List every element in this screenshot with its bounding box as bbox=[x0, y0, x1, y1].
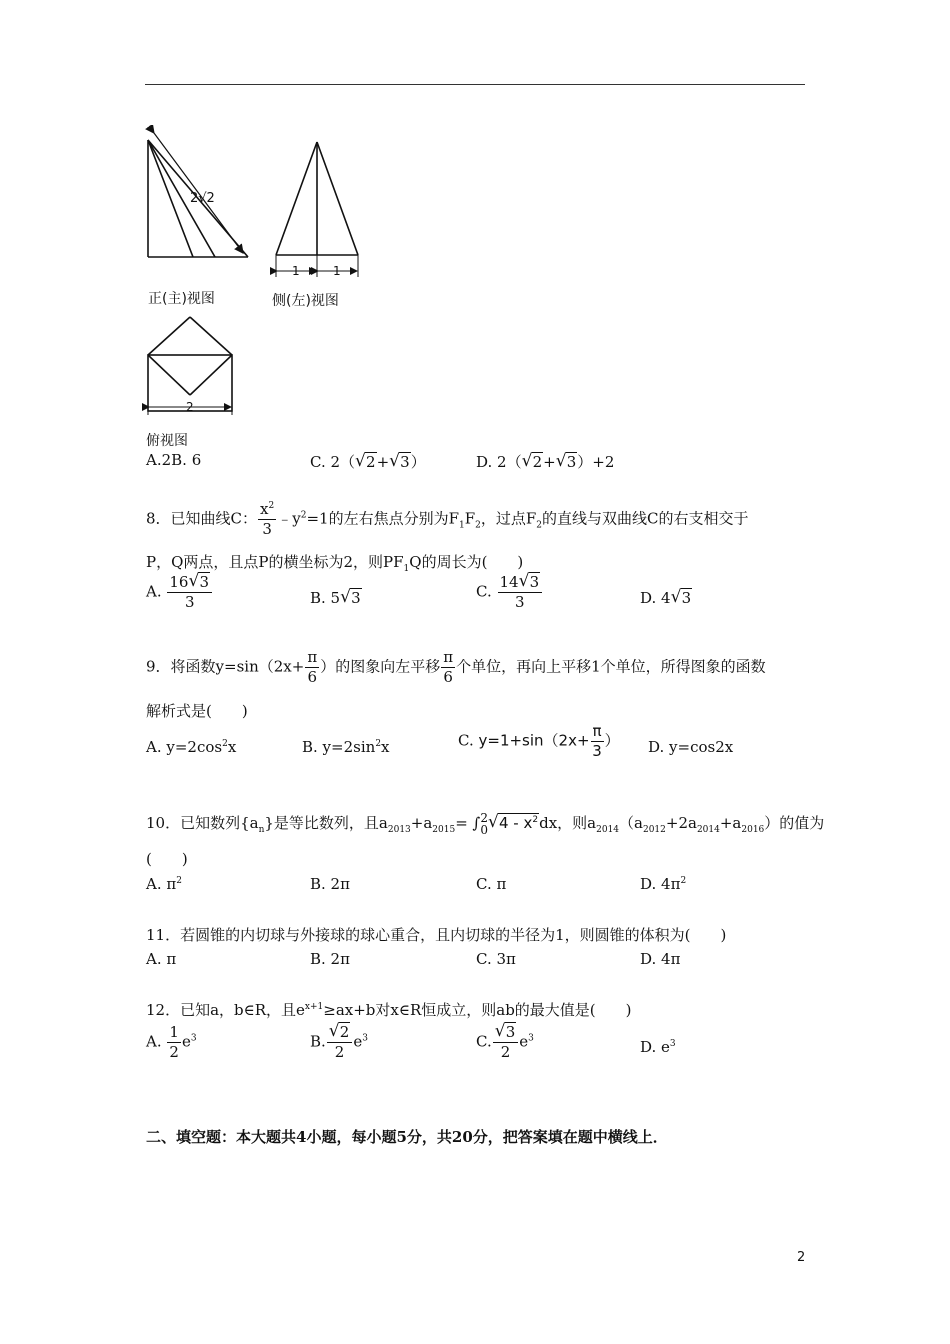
q12-option-a: A. $\frac{1}{2}$ $e^3$ bbox=[146, 1023, 197, 1061]
q10-option-d: D. $4\pi^2$ bbox=[640, 875, 687, 893]
q8-option-d: D. 4√ 3 bbox=[640, 589, 692, 607]
side-view-label: 侧(左)视图 bbox=[272, 293, 339, 309]
q8-option-b: B. 5√ 3 bbox=[310, 589, 362, 607]
q9-stem: 9．将函数y=sin（2x+ $\frac{\pi}{6}$ ）的图象向左平移 $\frac{\pi}{6}$ 个单位，再向上平移1个单位，所得图象的函数 bbox=[146, 648, 766, 686]
q10-option-a: A. $\pi^2$ bbox=[146, 875, 182, 893]
side-dim-left: 1 bbox=[292, 264, 300, 278]
q7-options-ab: A.2B. 6 bbox=[146, 451, 202, 469]
page-number: 2 bbox=[797, 1250, 806, 1265]
q11-option-c: C. 3π bbox=[476, 950, 516, 968]
q10-option-b: B. 2π bbox=[310, 875, 350, 893]
q12-option-b: B. √ $\frac{2}{2}$ $e^3$ bbox=[310, 1025, 368, 1060]
q8-stem: 8．已知曲线C： $\frac{x^2}{3}$ $﹣y^2=1$的左右焦点分别为$F_1F_2$，过点$F_2$的直线与双曲线C的右支相交于 bbox=[146, 500, 749, 538]
q11-option-b: B. 2π bbox=[310, 950, 350, 968]
q7-option-d: D. 2（√ 2+√ 3）+2 bbox=[476, 451, 614, 472]
q11-option-a: A. π bbox=[146, 950, 177, 968]
q8-option-c: C. $\frac{14√ 3}{3}$ bbox=[476, 575, 543, 610]
front-view-label: 正(主)视图 bbox=[148, 291, 215, 307]
q9-option-c: C. y=1+sin（2x+ $\frac{\pi}{3}$ ） bbox=[458, 722, 620, 760]
q8-option-a: A. $\frac{16√ 3}{3}$ bbox=[146, 575, 213, 610]
q8-stem-line2: P，Q两点，且点P的横坐标为2，则$PF_1Q$的周长为( ) bbox=[146, 553, 524, 574]
q9-option-d: D. y=cos2x bbox=[648, 738, 734, 756]
top-dim-label: 2 bbox=[186, 400, 194, 414]
section2-heading: 二、填空题：本大题共4小题，每小题5分，共20分，把答案填在题中横线上． bbox=[146, 1128, 668, 1146]
q9-stem-line2: 解析式是( ) bbox=[146, 702, 248, 720]
q11-option-d: D. 4π bbox=[640, 950, 681, 968]
q10-stem: 10．已知数列$\{a_n\}$是等比数列，且$a_{2013}+a_{2015}=$ ∫ 2 0 √ $4 - x^2dx$，则$a_{2014}(a_{2012}+2a_{2014}+a_{2016})$的值为 bbox=[146, 812, 824, 836]
q7-option-c: C. 2（√ 2+√ 3） bbox=[310, 451, 426, 472]
side-dim-right: 1 bbox=[333, 264, 341, 278]
q10-option-c: C. π bbox=[476, 875, 507, 893]
top-view-label: 俯视图 bbox=[146, 433, 188, 449]
q10-stem-line2: ( ) bbox=[146, 850, 188, 868]
q9-option-a: A. $y=2\cos^2x$ bbox=[146, 738, 237, 756]
header-rule bbox=[145, 84, 805, 85]
q9-option-b: B. $y=2\sin^2x$ bbox=[302, 738, 390, 756]
q11-stem: 11．若圆锥的内切球与外接球的球心重合，且内切球的半径为1，则圆锥的体积为( ) bbox=[146, 926, 727, 944]
q12-option-d: D. $e^3$ bbox=[640, 1038, 676, 1056]
q12-stem: 12．已知a，b∈R，且$e^{x+1}\ge ax+b$对x∈R恒成立，则ab的最大值是( ) bbox=[146, 1001, 632, 1019]
front-dim-label: 2√2 bbox=[190, 191, 215, 206]
side-view bbox=[276, 142, 358, 277]
q12-option-c: C. √ $\frac{3}{2}$ $e^3$ bbox=[476, 1025, 534, 1060]
